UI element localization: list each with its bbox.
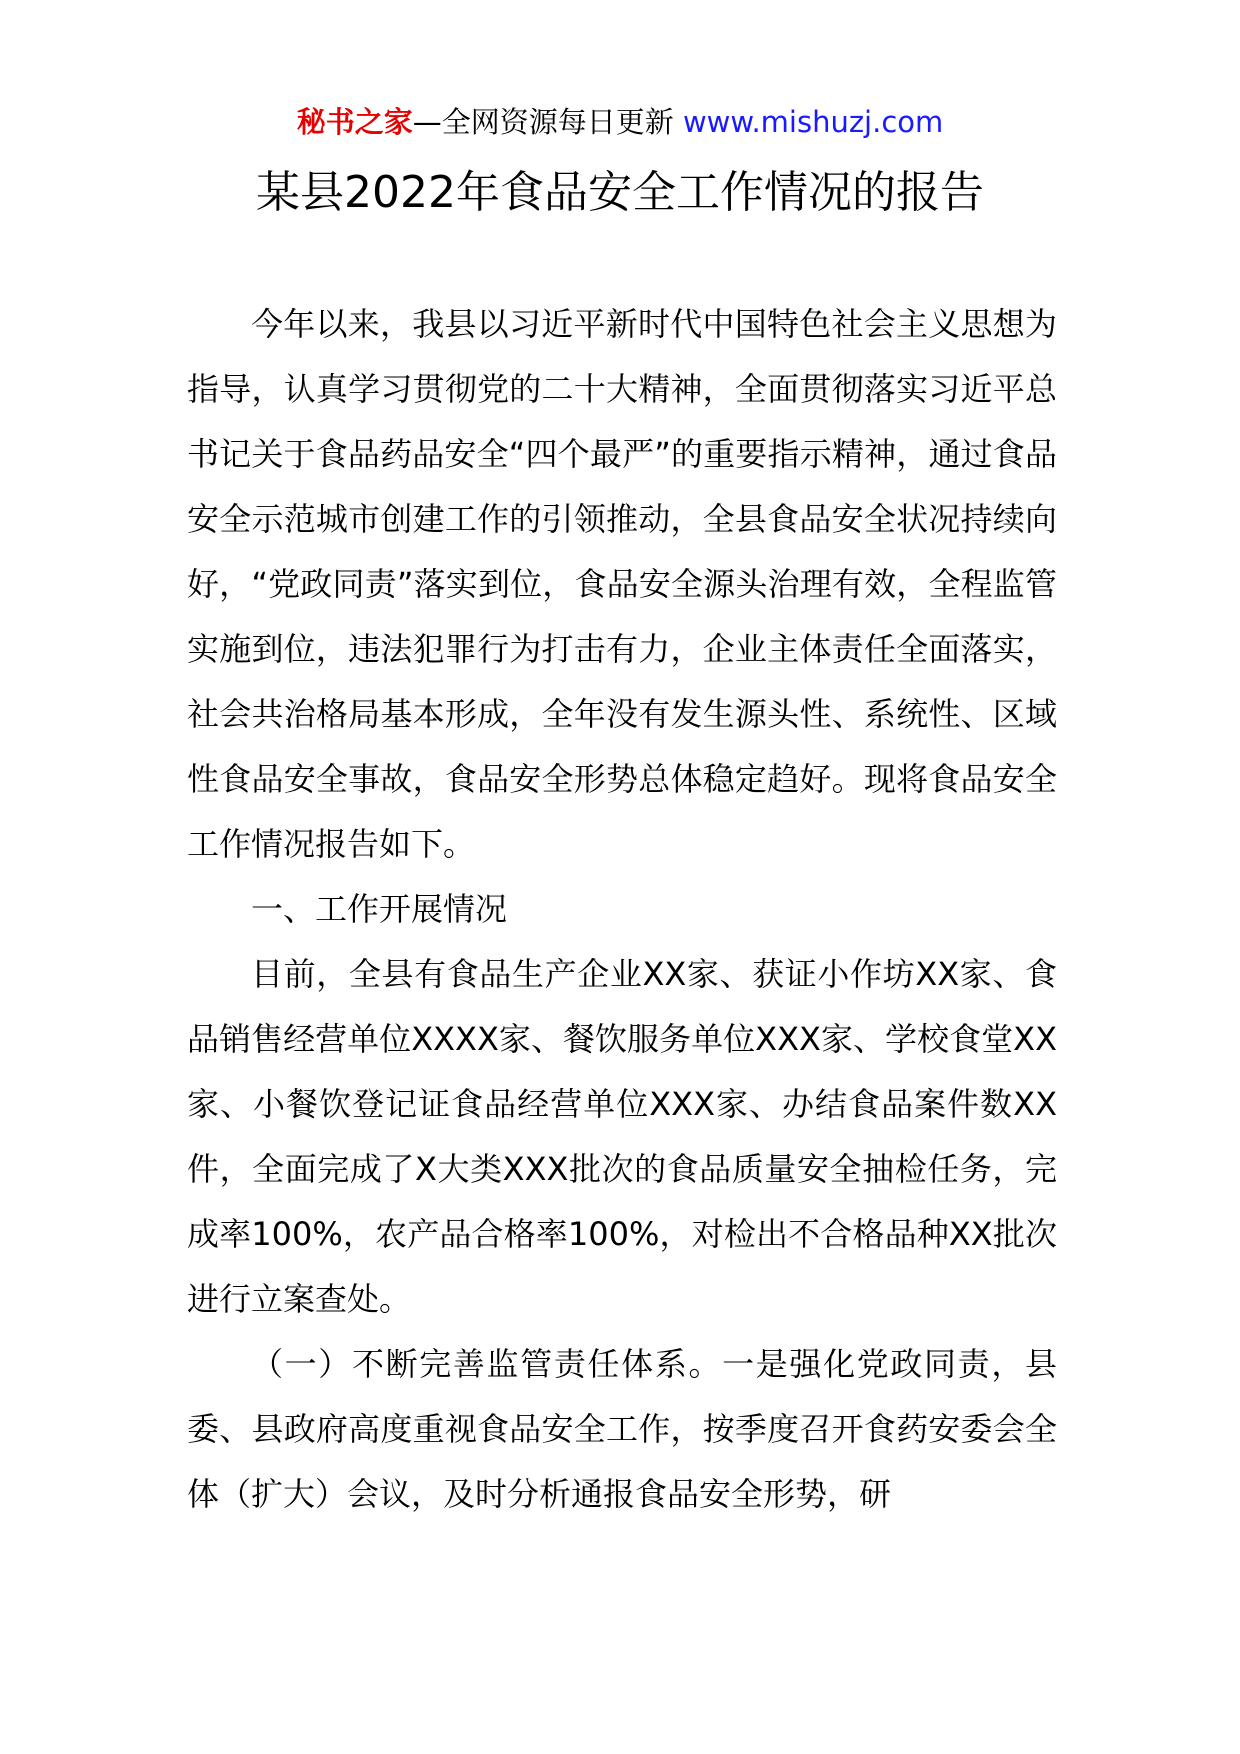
document-body bbox=[187, 292, 1057, 1527]
section-heading: 一、工作开展情况 bbox=[251, 890, 508, 928]
document-title: 某县2022年食品安全工作情况的报告 bbox=[256, 167, 984, 218]
intro-paragraph: 今年以来，我县以习近平新时代中国特色社会主义思想为指导，认真学习贯彻党的二十大精神，全面贯彻落实习近平总书记关于食品药品安全“四个最严”的重要指示精神，通过食品安全示范城市创建工作的引领推动，全县食品安全状况持续向好，“党政同责”落实到位，食品安全源头治理有效，全程监管实施到位，违法犯罪行为打击有力，企业主体责任全面落实，社会共治格局基本形成，全年没有发生源头性、系统性、区域性食品安全事故，食品安全形势总体稳定趋好。现将食品安全工作情况报告如下。 bbox=[187, 305, 1057, 863]
subsection-paragraph: （一）不断完善监管责任体系。一是强化党政同责，县委、县政府高度重视食品安全工作，按季度召开食药安委会全体（扩大）会议，及时分析通报食品安全形势，研 bbox=[187, 1345, 1057, 1513]
watermark-tagline: —全网资源每日更新 bbox=[412, 105, 674, 139]
watermark-header bbox=[0, 100, 1240, 144]
statistics-paragraph: 目前，全县有食品生产企业XX家、获证小作坊XX家、食品销售经营单位XXXX家、餐饮服务单位XXX家、学校食堂XX家、小餐饮登记证食品经营单位XXX家、办结食品案件数XX件，全面完成了X大类XXX批次的食品质量安全抽检任务，完成率100%，农产品合格率100%，对检出不合格品种XX批次进行立案查处。 bbox=[187, 955, 1057, 1318]
watermark-brand: 秘书之家 bbox=[296, 105, 413, 139]
watermark-url[interactable]: www.mishuzj.com bbox=[682, 105, 944, 139]
